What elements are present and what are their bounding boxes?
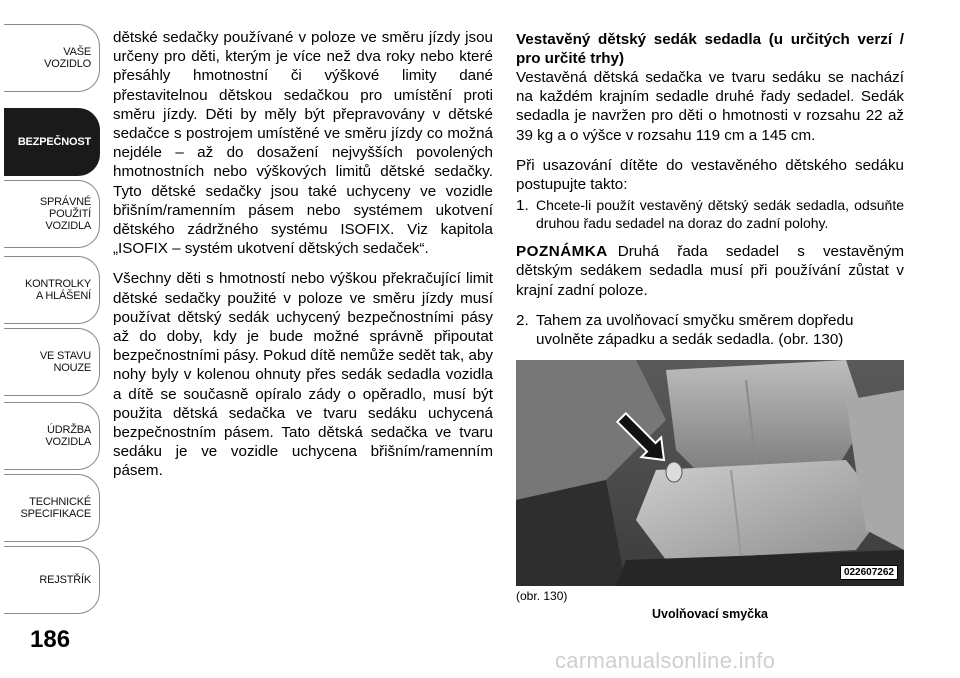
note-label: POZNÁMKA [516,243,608,261]
right-paragraph-1: Vestavěná dětská sedačka ve tvaru sedáku se nachází na každém krajním sedadle druhé řady sedadel. Sedák sedadla je navržen pro děti o hmotnosti v rozsahu 22 až 39 kg a o výšce v rozsahu 119 cm a 145 cm. [516,69,904,144]
tab-label-line: NOUZE [53,362,91,374]
tab-label-line: VOZIDLA [45,220,91,232]
tab-technicke-specifikace[interactable] [4,474,100,542]
tab-label-line: POUŽITÍ [49,208,91,220]
tab-label-line: VAŠE [63,46,91,58]
tab-bezpecnost[interactable] [4,108,100,176]
step-1-text: Chcete-li použít vestavěný dětský sedák sedadla, odsuňte druhou řadu sedadel na doraz do zadní polohy. [536,197,904,232]
page-number: 186 [30,626,71,653]
tab-label-line: SPRÁVNÉ [39,196,91,208]
seat-illustration [516,360,904,586]
step-1 [516,196,904,232]
tab-ve-stavu-nouze[interactable] [4,328,100,396]
left-paragraph-2: Všechny děti s hmotností nebo výškou překračující limit dětské sedačky použité v poloze ve směru jízdy musí používat dětský sedák uchycený bezpečnostními pásy až do doby, kdy je bude možné správně připoutat bezpečnostními pásy. Pokud dítě nemůže sedět tak, aby nohy byly v kolenou ohnuty přes sedák sedadla vozidla a dítě se současně opíralo zády o opěradlo, musí být použita dětská sedačka ve tvaru sedáku uchycená bezpečnostním pásem. Tato dětská sedačka ve tvaru sedáku je ve vozidle uchycena břišním/ramenním pásem. [113,270,493,480]
chapter-sidebar [0,0,104,678]
section-heading: Vestavěný dětský sedák sedadla (u určitých verzí / pro určité trhy) [516,31,904,67]
tab-udrzba-vozidla[interactable] [4,402,100,470]
tab-kontrolky-a-hlaseni[interactable] [4,256,100,324]
step-2 [516,311,904,349]
tab-rejstrik[interactable] [4,546,100,614]
right-paragraph-2: Při usazování dítěte do vestavěného dětského sedáku postupujte takto: [516,156,904,194]
step-2-number: 2. [516,311,529,329]
tab-label-line: A HLÁŠENÍ [35,290,91,302]
figure-caption: Uvolňovací smyčka [651,607,769,621]
tab-label-line: REJSTŘÍK [39,574,91,586]
left-paragraph-1: dětské sedačky používané v poloze ve směru jízdy jsou určeny pro děti, kterým je více než dva roky nebo které přesáhly hmotnostní či výškové limity dané přestavitelnou dětskou sedačkou pro umístění proti směru jízdy. Děti by měly být přepravovány v dětské sedačce s postrojem umístěné ve směru jízdy co možná nejdéle – až do dosažení nejvyšších povolených hmotnostních nebo výškových limitů dětské sedačky. Tyto dětské sedačky jsou také uchyceny ve vozidle břišním/ramenním pásem nebo systémem ukotvení dětského zádržného systému ISOFIX. Viz kapitola „ISOFIX – systém ukotvení dětských sedaček“. [113,29,493,258]
tab-spravne-pouziti-vozidla[interactable] [4,180,100,248]
right-text-column [516,28,904,359]
tab-label-line: SPECIFIKACE [20,508,91,520]
figure-reference: (obr. 130) [516,589,568,603]
tab-label-line: TECHNICKÉ [29,496,91,508]
step-2-text: Tahem za uvolňovací smyčku směrem dopředu uvolněte západku a sedák sedadla. (obr. 130) [536,311,854,349]
image-code: 022607262 [840,565,898,580]
tab-vase-vozidlo[interactable] [4,24,100,92]
left-text-column [113,28,493,492]
seat-photo [516,360,904,586]
tab-label-line: BEZPEČNOST [17,136,91,148]
note [516,242,904,300]
tab-label-line: VE STAVU [39,350,91,362]
tab-label-line: KONTROLKY [24,278,91,290]
note-text: Druhá řada sedadel s vestavěným dětským sedákem sedadla musí při používání zůstat v krajní zadní poloze. [516,243,904,299]
tab-label-line: VOZIDLA [45,436,91,448]
tab-label-line: ÚDRŽBA [46,424,91,436]
tab-label-line: VOZIDLO [44,58,91,70]
watermark: carmanualsonline.info [555,648,776,673]
step-1-number: 1. [516,197,529,215]
